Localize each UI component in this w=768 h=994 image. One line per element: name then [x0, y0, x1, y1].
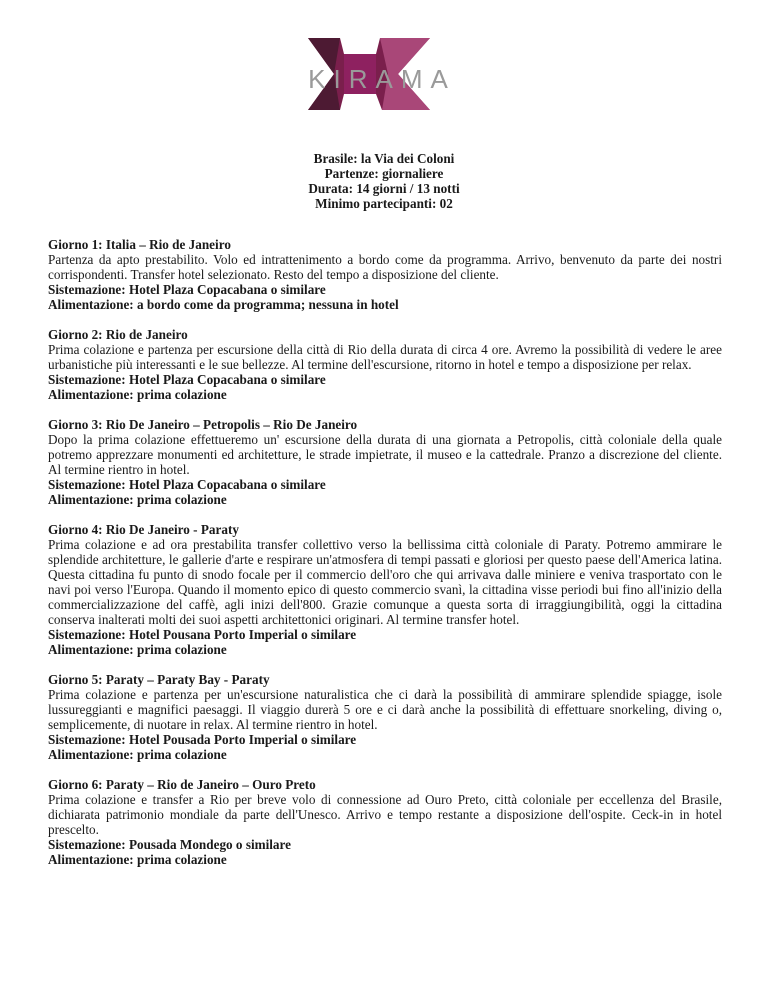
- itinerary: [48, 237, 722, 882]
- day-meals: Alimentazione: a bordo come da programma; nessuna in hotel: [48, 297, 399, 312]
- trip-departures: Partenze: giornaliere: [324, 166, 444, 181]
- day-accommodation: Sistemazione: Hotel Plaza Copacabana o similare: [48, 477, 326, 492]
- day-description: Prima colazione e transfer a Rio per breve volo di connessione ad Ouro Preto, città coloniale per eccellenza del Brasile, dichiarata patrimonio mondiale da parte dell'Unesco. Arrivo e tempo restante a disposizione dell'ospite. Ceck-in in hotel prescelto.: [48, 792, 722, 837]
- day-6: [48, 777, 722, 867]
- logo-text: KIRAMA: [308, 64, 456, 94]
- day-description: Prima colazione e partenza per escursione della città di Rio della durata di circa 4 ore. Avremo la possibilità di vedere le aree urbanistiche più interessanti e le sue bellezze. Al termine dell'escursione, ritorno in hotel e tempo a disposizione per relax.: [48, 342, 722, 372]
- day-accommodation: Sistemazione: Hotel Pousana Porto Imperial o similare: [48, 627, 357, 642]
- day-accommodation: Sistemazione: Hotel Pousada Porto Imperial o similare: [48, 732, 357, 747]
- day-4: [48, 522, 722, 657]
- day-accommodation: Sistemazione: Pousada Mondego o similare: [48, 837, 291, 852]
- day-title: Giorno 2: Rio de Janeiro: [48, 327, 188, 342]
- kirama-logo: [270, 38, 495, 110]
- day-accommodation: Sistemazione: Hotel Plaza Copacabana o similare: [48, 282, 326, 297]
- day-2: [48, 327, 722, 402]
- day-description: Partenza da apto prestabilito. Volo ed intrattenimento a bordo come da programma. Arrivo, benvenuto da parte dei nostri corrispondenti. Transfer hotel selezionato. Resto del tempo a disposizione del cliente.: [48, 252, 722, 282]
- day-5: [48, 672, 722, 762]
- day-title: Giorno 5: Paraty – Paraty Bay - Paraty: [48, 672, 270, 687]
- day-meals: Alimentazione: prima colazione: [48, 387, 227, 402]
- day-1: [48, 237, 722, 312]
- day-meals: Alimentazione: prima colazione: [48, 852, 227, 867]
- day-title: Giorno 1: Italia – Rio de Janeiro: [48, 237, 231, 252]
- day-meals: Alimentazione: prima colazione: [48, 492, 227, 507]
- day-description: Prima colazione e partenza per un'escursione naturalistica che ci darà la possibilità di ammirare splendide spiagge, isole lussureggianti e magnifici paesaggi. Il viaggio durerà 5 ore e ci darà anche la possibilità di effettuare snorkeling, diving o, semplicemente, di nuotare in relax. Al termine rientro in hotel.: [48, 687, 722, 732]
- day-meals: Alimentazione: prima colazione: [48, 747, 227, 762]
- day-accommodation: Sistemazione: Hotel Plaza Copacabana o similare: [48, 372, 326, 387]
- trip-duration: Durata: 14 giorni / 13 notti: [308, 181, 460, 196]
- trip-min-participants: Minimo partecipanti: 02: [315, 196, 453, 211]
- kirama-logo-graphic: [270, 38, 495, 110]
- day-description: Prima colazione e ad ora prestabilita transfer collettivo verso la bellissima città coloniale di Paraty. Potremo ammirare le splendide architetture, le gallerie d'arte e respirare un'atmosfera di tempi passati e gloriosi per questo paese dell'America latina. Questa cittadina fu punto di snodo focale per il commercio dell'oro che qui arrivava dalle miniere e veniva trasportato con le navi poi verso l'Europa. Quando il momento epico di questo commercio svanì, la cittadina visse periodi bui fino all'inizio della commercializzazione del caffè, agli inizi dell'800. Grazie comunque a questa sorta di irraggiungibilità, oggi la cittadina conserva inalterati molti dei suoi aspetti architettonici originari. Al termine transfer hotel.: [48, 537, 722, 627]
- day-title: Giorno 4: Rio De Janeiro - Paraty: [48, 522, 239, 537]
- trip-header: [0, 151, 768, 211]
- day-title: Giorno 3: Rio De Janeiro – Petropolis – Rio De Janeiro: [48, 417, 358, 432]
- day-3: [48, 417, 722, 507]
- day-description: Dopo la prima colazione effettueremo un' escursione della durata di una giornata a Petropolis, città coloniale della quale potremo apprezzare monumenti ed architetture, le strade impietrate, il museo e la cattedrale. Pranzo a discrezione del cliente. Al termine rientro in hotel.: [48, 432, 722, 477]
- day-meals: Alimentazione: prima colazione: [48, 642, 227, 657]
- trip-title: Brasile: la Via dei Coloni: [313, 151, 455, 166]
- day-title: Giorno 6: Paraty – Rio de Janeiro – Ouro Preto: [48, 777, 316, 792]
